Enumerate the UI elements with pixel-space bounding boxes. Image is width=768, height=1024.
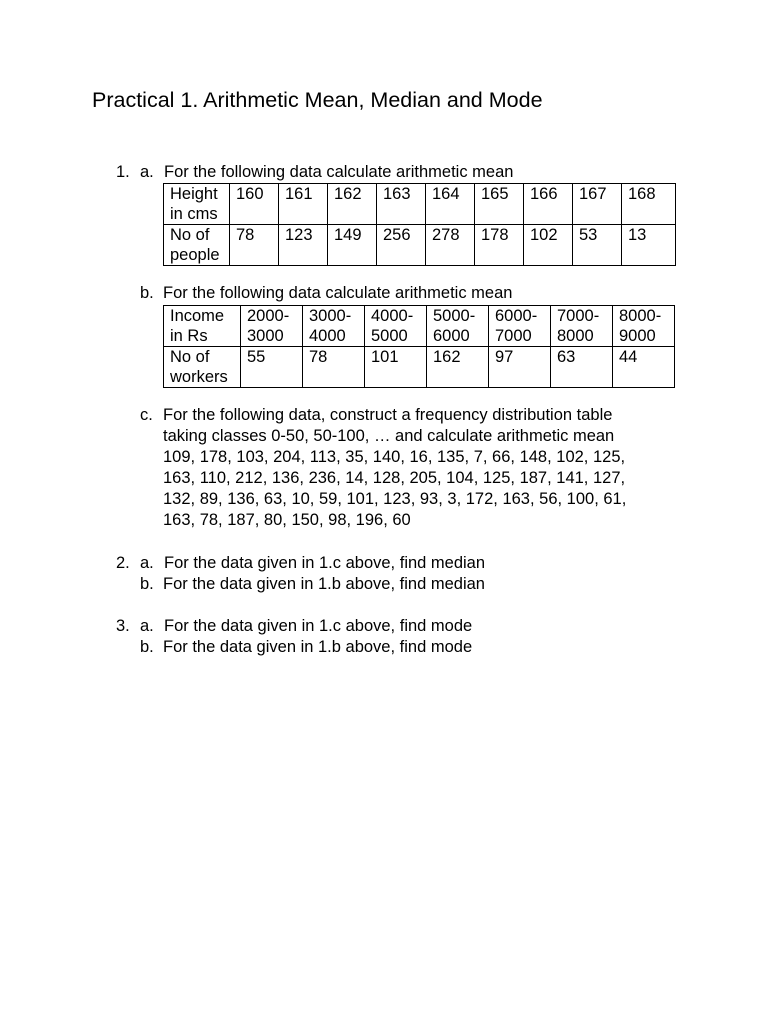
table-cell: 167	[573, 184, 622, 225]
table-row-workers	[164, 347, 675, 388]
question-1b-text: For the following data calculate arithmetic mean	[163, 284, 513, 302]
table-cell: 101	[365, 347, 427, 388]
question-1c-line: 109, 178, 103, 204, 113, 35, 140, 16, 135, 7, 66, 148, 102, 125,	[163, 448, 626, 466]
table-cell: 7000-8000	[551, 306, 613, 347]
table-cell: 63	[551, 347, 613, 388]
table-cell: 161	[279, 184, 328, 225]
question-3b-text: For the data given in 1.b above, find mode	[163, 638, 473, 656]
table-row-people	[164, 225, 676, 266]
question-1c-line: For the following data, construct a frequency distribution table	[163, 406, 613, 424]
subquestion-label-3a: a.	[140, 617, 154, 635]
table-cell: 13	[622, 225, 676, 266]
table-cell: No of people	[164, 225, 230, 266]
question-1a-text: For the following data calculate arithmetic mean	[164, 163, 514, 181]
subquestion-label-2a: a.	[140, 554, 154, 572]
income-workers-table	[163, 305, 675, 388]
table-cell: 278	[426, 225, 475, 266]
table-cell: 8000-9000	[613, 306, 675, 347]
table-cell: 162	[328, 184, 377, 225]
table-cell: 123	[279, 225, 328, 266]
table-cell: 5000-6000	[427, 306, 489, 347]
table-cell: 168	[622, 184, 676, 225]
table-row-height	[164, 184, 676, 225]
subquestion-label-1a: a.	[140, 163, 154, 181]
table-cell: 97	[489, 347, 551, 388]
table-cell: 44	[613, 347, 675, 388]
table-cell: Height in cms	[164, 184, 230, 225]
question-number-3: 3.	[116, 617, 130, 635]
question-1c-line: 163, 110, 212, 136, 236, 14, 128, 205, 104, 125, 187, 141, 127,	[163, 469, 626, 487]
table-cell: 78	[303, 347, 365, 388]
question-1c-line: 163, 78, 187, 80, 150, 98, 196, 60	[163, 511, 411, 529]
table-cell: 55	[241, 347, 303, 388]
question-number-1: 1.	[116, 163, 130, 181]
table-cell: 160	[230, 184, 279, 225]
table-cell: 102	[524, 225, 573, 266]
table-cell: 166	[524, 184, 573, 225]
subquestion-label-1c: c.	[140, 406, 153, 424]
table-cell: 163	[377, 184, 426, 225]
table-cell: 165	[475, 184, 524, 225]
table-cell: 162	[427, 347, 489, 388]
subquestion-label-3b: b.	[140, 638, 154, 656]
table-cell: 4000-5000	[365, 306, 427, 347]
subquestion-label-2b: b.	[140, 575, 154, 593]
table-cell: 149	[328, 225, 377, 266]
page-title: Practical 1. Arithmetic Mean, Median and Mode	[92, 88, 543, 112]
table-cell: 6000-7000	[489, 306, 551, 347]
table-cell: 164	[426, 184, 475, 225]
question-1c-line: taking classes 0-50, 50-100, … and calculate arithmetic mean	[163, 427, 615, 445]
table-cell: 78	[230, 225, 279, 266]
table-cell: 178	[475, 225, 524, 266]
question-1c-line: 132, 89, 136, 63, 10, 59, 101, 123, 93, 3, 172, 163, 56, 100, 61,	[163, 490, 627, 508]
table-row-income	[164, 306, 675, 347]
table-cell: 53	[573, 225, 622, 266]
question-2a-text: For the data given in 1.c above, find median	[164, 554, 486, 572]
height-people-table	[163, 183, 676, 266]
table-cell: Income in Rs	[164, 306, 241, 347]
question-number-2: 2.	[116, 554, 130, 572]
table-cell: No of workers	[164, 347, 241, 388]
table-cell: 3000-4000	[303, 306, 365, 347]
subquestion-label-1b: b.	[140, 284, 154, 302]
table-cell: 256	[377, 225, 426, 266]
question-2b-text: For the data given in 1.b above, find median	[163, 575, 485, 593]
question-3a-text: For the data given in 1.c above, find mode	[164, 617, 473, 635]
table-cell: 2000-3000	[241, 306, 303, 347]
